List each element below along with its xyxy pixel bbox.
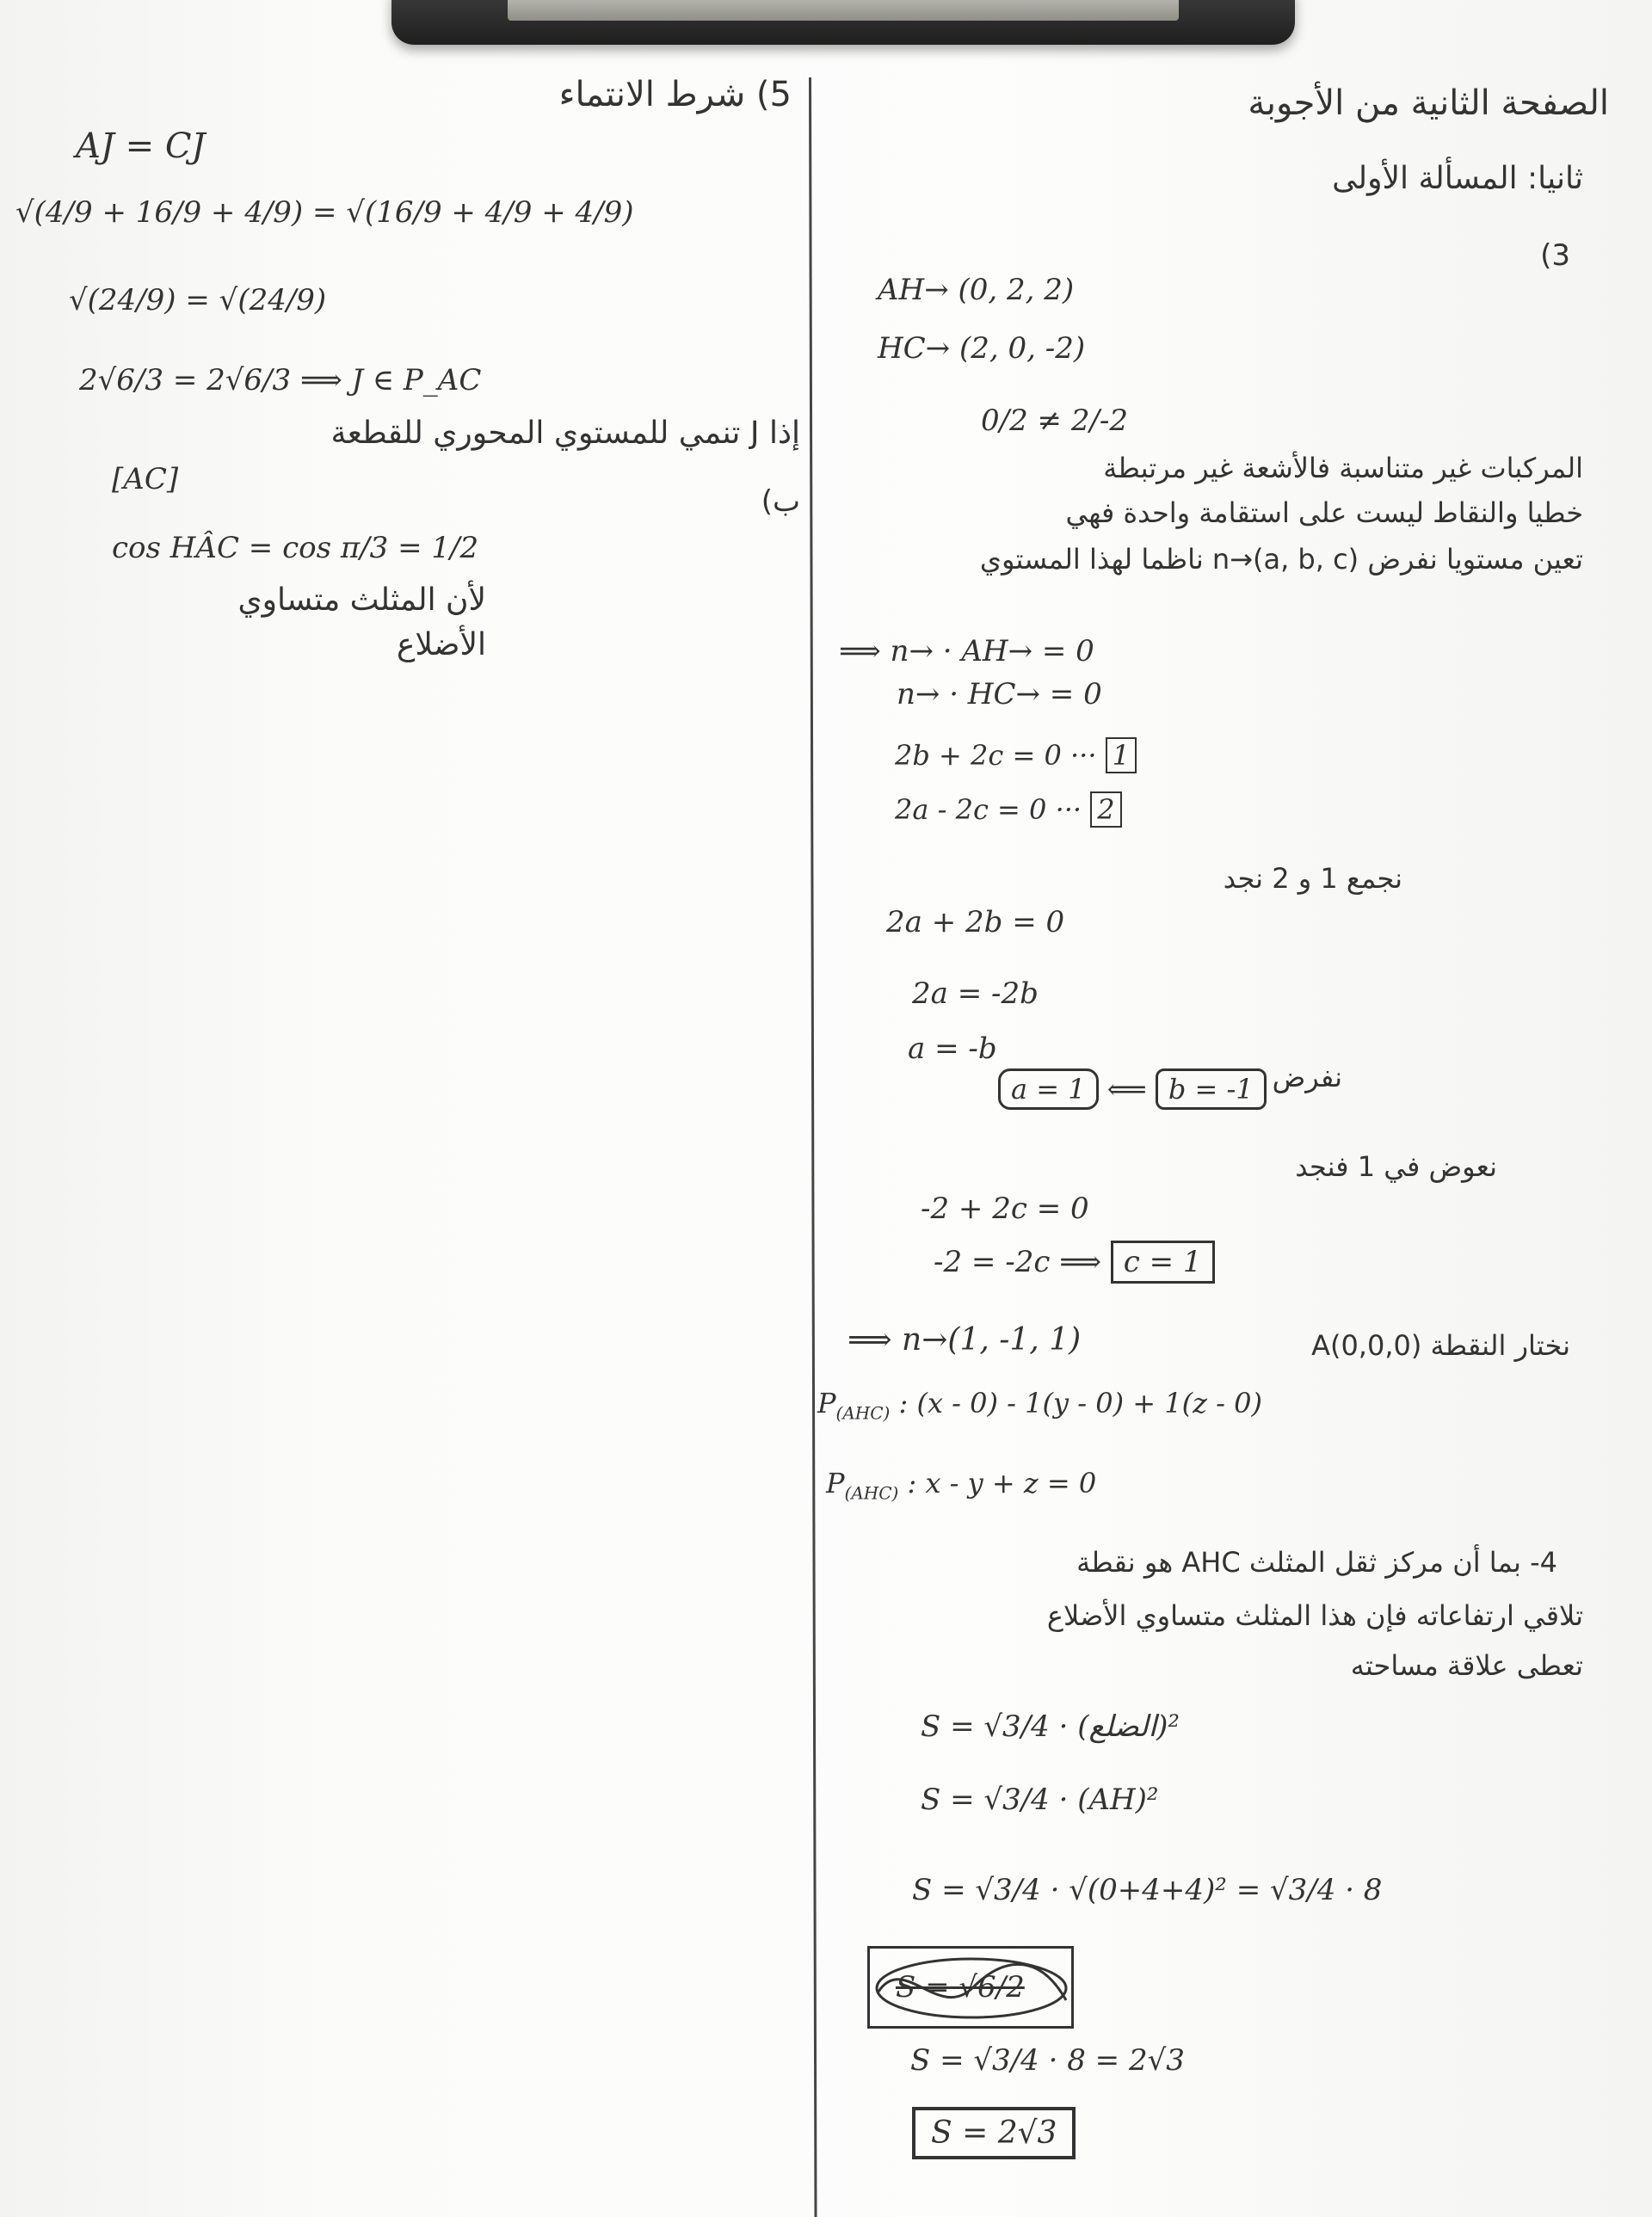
left-label-b: ب): [761, 484, 800, 519]
crossed-out-box: S = √6/2: [867, 1946, 1074, 2029]
normal-vector: ⟹ n→(1, -1, 1): [848, 1322, 1082, 1358]
implies-arrow: ⟸: [1106, 1073, 1147, 1105]
ratio-check: 0/2 ≠ 2/-2: [981, 403, 1129, 438]
area-formula: S = √3/4 · (الضلع)²: [921, 1709, 1180, 1744]
equation-3: 2a + 2b = 0: [886, 905, 1065, 939]
left-conclusion-2: [AC]: [112, 462, 179, 496]
dot-product-ah: ⟹ n→ · AH→ = 0: [839, 634, 1094, 668]
area-substitute: S = √3/4 · √(0+4+4)² = √3/4 · 8: [912, 1873, 1383, 1907]
final-area-answer: S = 2√3: [912, 2118, 1076, 2149]
left-reason-2: الأضلاع: [396, 627, 486, 662]
clipboard-clip-bar: [508, 0, 1179, 21]
eq-cos: cos HÂC = cos π/3 = 1/2: [112, 531, 479, 565]
equation-6: -2 + 2c = 0: [921, 1192, 1089, 1226]
suppose-text: نفرض: [1272, 1061, 1342, 1093]
value-c: c = 1: [1111, 1241, 1215, 1284]
value-a: a = 1: [998, 1068, 1099, 1110]
text-not-proportional: المركبات غير متناسبة فالأشعة غير مرتبطة: [1103, 452, 1583, 484]
text-normal-vector: تعين مستويا نفرض n→(a, b, c) ناظما لهذا المستوي: [979, 543, 1583, 576]
plane-equation: $P_{(AHC)}$ : x - y + z = 0: [826, 1467, 1097, 1504]
equation-2: 2a - 2c = 0 ··· 2: [895, 796, 1122, 823]
equation-1: 2b + 2c = 0 ··· 1: [895, 742, 1137, 769]
equation-2-tag: 2: [1090, 791, 1121, 828]
left-reason-1: لأن المثلث متساوي: [237, 582, 486, 618]
question-4-line-2: تلاقي ارتفاعاته فإن هذا المثلث متساوي الأضلاع: [1046, 1599, 1583, 1632]
eq-root-1: √(4/9 + 16/9 + 4/9) = √(16/9 + 4/9 + 4/9): [15, 195, 634, 230]
choose-point-text: نختار النقطة A(0,0,0): [1311, 1329, 1570, 1362]
question-4-line-3: تعطى علاقة مساحته: [1350, 1649, 1583, 1682]
equation-4: 2a = -2b: [912, 976, 1039, 1011]
equation-1-tag: 1: [1106, 737, 1137, 773]
equation-5: a = -b: [908, 1032, 997, 1066]
eq-belong: 2√6/3 = 2√6/3 ⟹ J ∈ P_AC: [79, 363, 482, 397]
equation-7: -2 = -2c ⟹ c = 1: [934, 1247, 1215, 1277]
suppose-row: [998, 1075, 1267, 1103]
substitute-text: نعوض في 1 فنجد: [1295, 1150, 1497, 1183]
scribble-mark: [870, 1949, 1073, 2028]
question-4-line-1: 4- بما أن مركز ثقل المثلث AHC هو نقطة: [1076, 1546, 1557, 1579]
problem-subtitle: ثانيا: المسألة الأولى: [1332, 161, 1583, 196]
left-heading: 5) شرط الانتماء: [558, 75, 792, 114]
column-divider: [809, 77, 817, 2217]
eq-root-2: √(24/9) = √(24/9): [69, 283, 327, 317]
text-not-collinear: خطيا والنقاط ليست على استقامة واحدة فهي: [1065, 496, 1583, 529]
area-ah: S = √3/4 · (AH)²: [921, 1783, 1159, 1817]
vector-hc: HC→ (2, 0, -2): [878, 331, 1086, 366]
question-3-label: 3): [1540, 238, 1570, 273]
vector-ah: AH→ (0, 2, 2): [878, 273, 1075, 307]
left-conclusion-1: إذا J تنمي للمستوي المحوري للقطعة: [330, 416, 800, 451]
eq-aj-cj: AJ = CJ: [76, 126, 206, 166]
page-title: الصفحة الثانية من الأجوبة: [1248, 83, 1609, 123]
sum-equations-text: نجمع 1 و 2 نجد: [1223, 862, 1402, 895]
plane-expanded: $P_{(AHC)}$ : (x - 0) - 1(y - 0) + 1(z - 0): [817, 1387, 1262, 1424]
area-result: S = √3/4 · 8 = 2√3: [910, 2043, 1185, 2078]
dot-product-hc: n→ · HC→ = 0: [897, 677, 1102, 711]
value-b: b = -1: [1156, 1068, 1267, 1110]
